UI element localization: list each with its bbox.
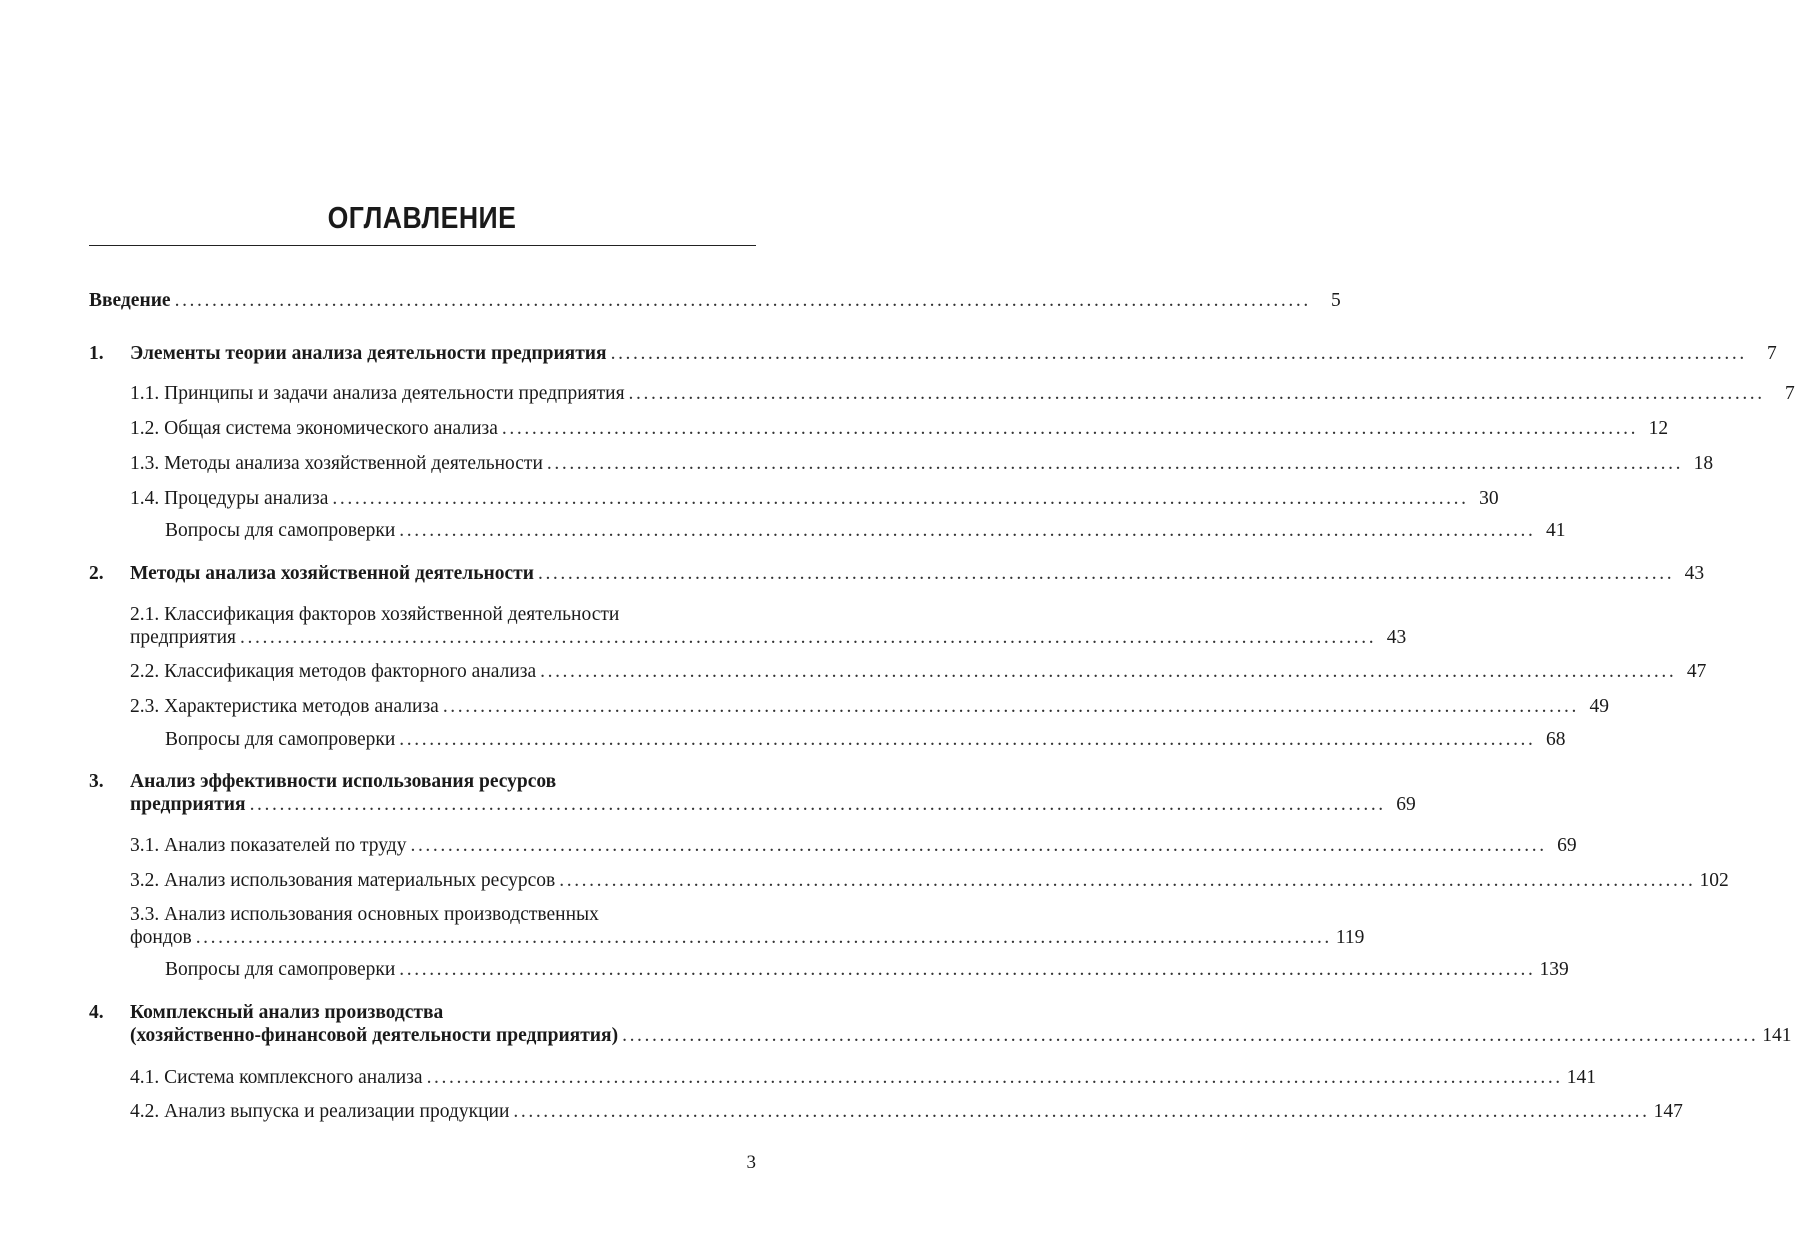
- dot-leader: ........................................................................................................................................................: [399, 520, 1536, 541]
- toc-section-3-1[interactable]: [130, 834, 1577, 857]
- toc-entry-label: 1.4. Процедуры анализа: [130, 488, 329, 509]
- toc-entry-label-line1: Анализ эффективности использования ресурсов: [130, 771, 557, 792]
- toc-section-1-1[interactable]: [130, 382, 1795, 405]
- toc-section-2-1[interactable]: [130, 603, 1407, 649]
- toc-page-number: 43: [1386, 627, 1407, 648]
- dot-leader: ........................................................................................................................................................: [249, 794, 1386, 815]
- toc-entry-label: Вопросы для самопроверки: [165, 520, 396, 541]
- dot-leader: ........................................................................................................................................................: [426, 1067, 1563, 1088]
- dot-leader: ........................................................................................................................................................: [332, 488, 1469, 509]
- dot-leader: ........................................................................................................................................................: [622, 1025, 1759, 1046]
- toc-page-number: 7: [1785, 383, 1795, 404]
- page-title: ОГЛАВЛЕНИЕ: [327, 200, 517, 235]
- toc-questions-3[interactable]: [165, 958, 1569, 981]
- dot-leader: ........................................................................................................................................................: [399, 959, 1536, 980]
- toc-page-number: 43: [1684, 563, 1705, 584]
- dot-leader: ........................................................................................................................................................: [442, 696, 1580, 717]
- toc-section-2-3[interactable]: [130, 695, 1610, 718]
- dot-leader: ........................................................................................................................................................: [559, 870, 1696, 891]
- chapter-number: 1.: [89, 343, 104, 364]
- toc-chapter-1[interactable]: [89, 342, 1777, 365]
- dot-leader: ........................................................................................................................................................: [610, 343, 1747, 364]
- toc-entry-label: 4.2. Анализ выпуска и реализации продукции: [130, 1101, 510, 1122]
- toc-entry-label: 3.1. Анализ показателей по труду: [130, 835, 407, 856]
- chapter-number: 2.: [89, 563, 104, 584]
- dot-leader: ........................................................................................................................................................: [410, 835, 1547, 856]
- toc-entry-label: 1.3. Методы анализа хозяйственной деятельности: [130, 453, 543, 474]
- toc-questions-2[interactable]: [165, 728, 1566, 751]
- toc-page-number: 69: [1396, 794, 1416, 815]
- dot-leader: ........................................................................................................................................................: [513, 1101, 1650, 1122]
- toc-entry-label: предприятия: [130, 627, 237, 648]
- toc-page-number: 47: [1686, 661, 1707, 682]
- toc-page-number: 41: [1546, 520, 1566, 541]
- toc-entry-label: 1.2. Общая система экономического анализа: [130, 418, 498, 439]
- toc-section-1-2[interactable]: [130, 417, 1669, 440]
- dot-leader: ........................................................................................................................................................: [540, 661, 1677, 682]
- toc-entry-label-line1: 3.3. Анализ использования основных производственных: [130, 904, 599, 925]
- toc-entry-label: 2.2. Классификация методов факторного анализа: [130, 661, 537, 682]
- toc-entry-intro[interactable]: [89, 289, 1341, 312]
- page-number: 3: [746, 1152, 756, 1173]
- toc-entry-label: Элементы теории анализа деятельности предприятия: [130, 343, 607, 364]
- toc-entry-label: Методы анализа хозяйственной деятельности: [130, 563, 534, 584]
- toc-questions-1[interactable]: [165, 519, 1566, 542]
- toc-page-number: 141: [1762, 1025, 1792, 1046]
- toc-entry-label: предприятия: [130, 794, 246, 815]
- dot-leader: ........................................................................................................................................................: [501, 418, 1639, 439]
- dot-leader: ........................................................................................................................................................: [399, 729, 1536, 750]
- title-underline: [89, 245, 756, 246]
- toc-entry-label: Введение: [89, 290, 171, 311]
- toc-page-number: 119: [1335, 927, 1365, 948]
- toc-entry-label: 4.1. Система комплексного анализа: [130, 1067, 423, 1088]
- toc-page-number: 147: [1653, 1101, 1683, 1122]
- toc-page-number: 30: [1479, 488, 1499, 509]
- toc-section-3-3[interactable]: [130, 903, 1365, 949]
- toc-entry-label: (хозяйственно-финансовой деятельности предприятия): [130, 1025, 619, 1046]
- toc-page-number: 7: [1767, 343, 1777, 364]
- toc-page-number: 12: [1648, 418, 1669, 439]
- toc-page-number: 68: [1546, 729, 1566, 750]
- toc-page-number: 141: [1566, 1067, 1597, 1088]
- toc-chapter-2[interactable]: [89, 562, 1705, 585]
- toc-section-4-2[interactable]: [130, 1100, 1683, 1123]
- toc-entry-label-line1: Комплексный анализ производства: [130, 1002, 444, 1023]
- dot-leader: ........................................................................................................................................................: [628, 383, 1765, 404]
- toc-page-number: 102: [1699, 870, 1729, 891]
- toc-entry-label-line1: 2.1. Классификация факторов хозяйственной деятельности: [130, 604, 620, 625]
- toc-section-1-3[interactable]: [130, 452, 1714, 475]
- toc-chapter-4[interactable]: [89, 1001, 1792, 1047]
- toc-page-number: 18: [1693, 453, 1714, 474]
- dot-leader: ........................................................................................................................................................: [174, 290, 1311, 311]
- toc-section-3-2[interactable]: [130, 869, 1729, 892]
- toc-entry-label: Вопросы для самопроверки: [165, 729, 396, 750]
- dot-leader: ........................................................................................................................................................: [546, 453, 1684, 474]
- chapter-number: 4.: [89, 1002, 104, 1023]
- toc-page-number: 69: [1557, 835, 1577, 856]
- toc-entry-label: фондов: [130, 927, 192, 948]
- chapter-number: 3.: [89, 771, 104, 792]
- toc-page-number: 49: [1589, 696, 1610, 717]
- dot-leader: ........................................................................................................................................................: [195, 927, 1332, 948]
- toc-section-2-2[interactable]: [130, 660, 1707, 683]
- toc-entry-label: 2.3. Характеристика методов анализа: [130, 696, 439, 717]
- toc-section-4-1[interactable]: [130, 1066, 1597, 1089]
- dot-leader: ........................................................................................................................................................: [537, 563, 1675, 584]
- toc-section-1-4[interactable]: [130, 487, 1499, 510]
- toc-entry-label: Вопросы для самопроверки: [165, 959, 396, 980]
- toc-entry-label: 1.1. Принципы и задачи анализа деятельности предприятия: [130, 383, 625, 404]
- toc-page-number: 5: [1331, 290, 1341, 311]
- toc-page-number: 139: [1539, 959, 1569, 980]
- toc-chapter-3[interactable]: [89, 770, 1416, 816]
- toc-entry-label: 3.2. Анализ использования материальных ресурсов: [130, 870, 556, 891]
- dot-leader: ........................................................................................................................................................: [240, 627, 1377, 648]
